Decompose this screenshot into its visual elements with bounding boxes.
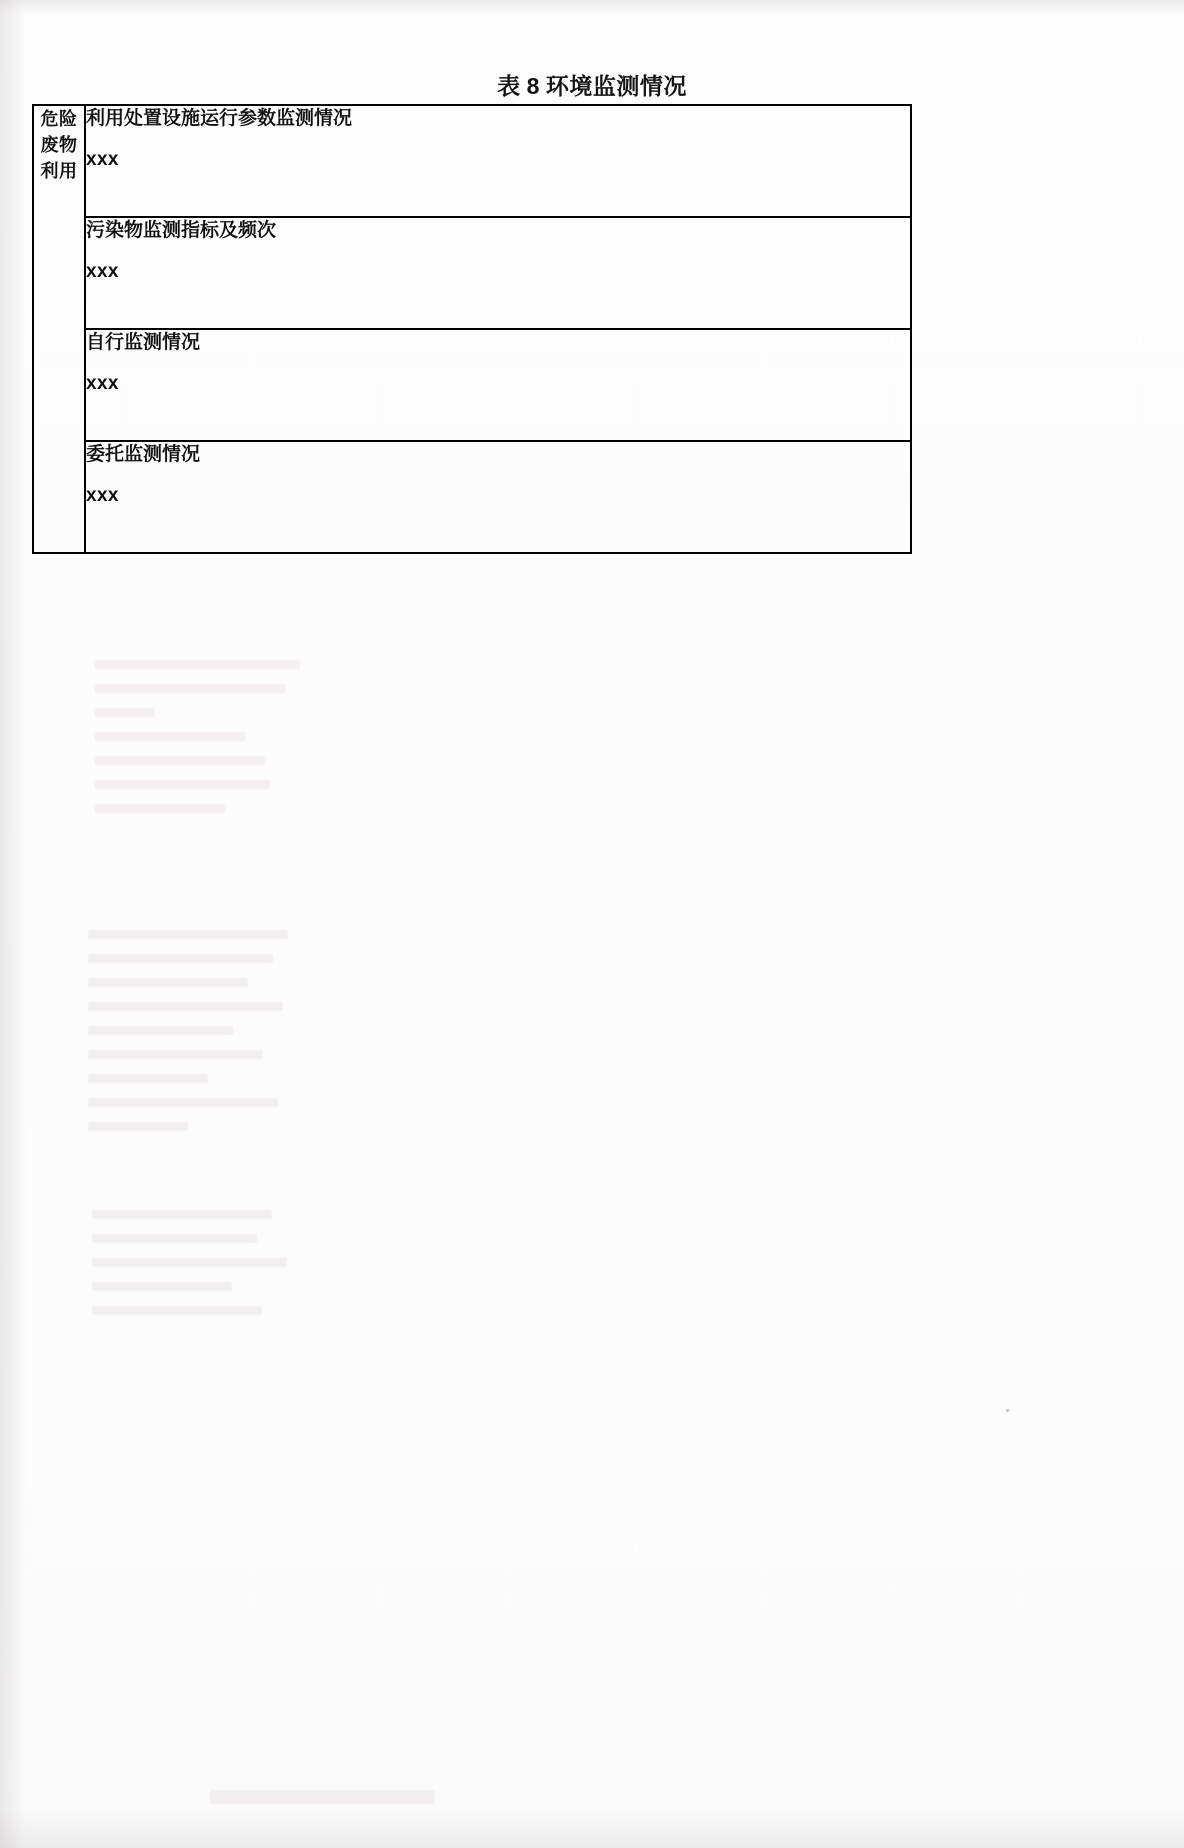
table-row (33, 441, 911, 553)
title-prefix: 表 (497, 73, 521, 99)
table-cell-entrusted-monitoring (85, 441, 911, 553)
title-text: 环境监测情况 (545, 73, 687, 99)
title-number: 8 (526, 73, 540, 99)
cell-label: 自行监测情况 (86, 332, 201, 353)
monitoring-table-container (32, 104, 912, 554)
cell-value: xxx (86, 372, 119, 394)
table-row (33, 217, 911, 329)
cell-label: 委托监测情况 (86, 444, 201, 465)
table-cell-self-monitoring (85, 329, 911, 441)
cell-value: xxx (86, 484, 119, 506)
environmental-monitoring-table (32, 104, 912, 554)
cell-label: 利用处置设施运行参数监测情况 (86, 108, 353, 129)
table-cell-pollutant-indicators-frequency (85, 217, 911, 329)
row-header-hazardous-waste-utilization: 危险废物利用 (33, 105, 85, 553)
page-title (0, 68, 1184, 101)
table-cell-operation-parameter-monitoring (85, 105, 911, 217)
cell-label: 污染物监测指标及频次 (86, 220, 277, 241)
cell-value: xxx (86, 148, 119, 170)
table-row (33, 329, 911, 441)
table-row (33, 105, 911, 217)
cell-value: xxx (86, 260, 119, 282)
